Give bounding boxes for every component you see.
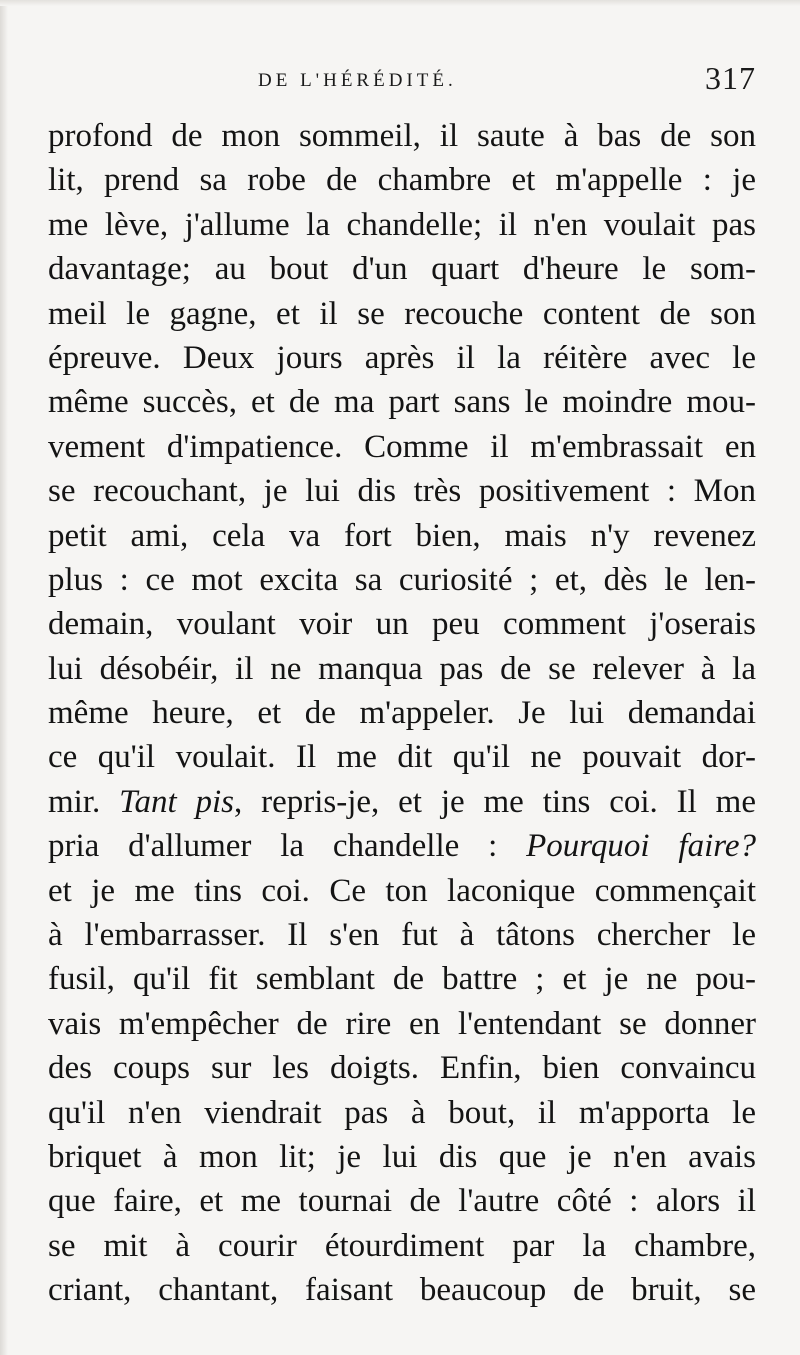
text-line: vement d'impatience. Comme il m'embrassait en [48, 428, 756, 465]
text-line: lui désobéir, il ne manqua pas de se relever à la [48, 650, 756, 687]
body-text [48, 114, 756, 1313]
text-line: ce qu'il voulait. Il me dit qu'il ne pouvait dor- [48, 739, 756, 776]
text-line: davantage; au bout d'un quart d'heure le som- [48, 251, 756, 288]
text-line: qu'il n'en viendrait pas à bout, il m'apporta le [48, 1094, 756, 1131]
text-line: me lève, j'allume la chandelle; il n'en voulait pas [48, 206, 756, 243]
text-line: criant, chantant, faisant beaucoup de bruit, se [48, 1272, 756, 1309]
text-segment: mir. [48, 783, 120, 820]
page-header [48, 58, 760, 98]
text-line: lit, prend sa robe de chambre et m'appelle : je [48, 162, 756, 199]
italic-phrase: Tant pis [119, 783, 234, 820]
text-line: meil le gagne, et il se recouche content de son [48, 295, 756, 332]
text-line: même succès, et de ma part sans le moindre mou- [48, 384, 756, 421]
text-line: fusil, qu'il fit semblant de battre ; et je ne pou- [48, 961, 756, 998]
page-number: 317 [705, 60, 756, 96]
text-line: briquet à mon lit; je lui dis que je n'en avais [48, 1138, 756, 1175]
text-segment: , repris-je, et je me tins coi. Il me [234, 783, 756, 820]
text-line: à l'embarrasser. Il s'en fut à tâtons chercher le [48, 917, 756, 954]
text-line: épreuve. Deux jours après il la réitère avec le [48, 339, 756, 376]
text-line: demain, voulant voir un peu comment j'oserais [48, 606, 756, 643]
text-line-with-italic [48, 780, 756, 824]
text-line: se recouchant, je lui dis très positivement : Mon [48, 473, 756, 510]
text-line: petit ami, cela va fort bien, mais n'y revenez [48, 517, 756, 554]
text-line: des coups sur les doigts. Enfin, bien convaincu [48, 1050, 756, 1087]
text-line-with-italic [48, 824, 756, 868]
text-segment: pria d'allumer la chandelle : [48, 828, 527, 865]
text-line: vais m'empêcher de rire en l'entendant se donner [48, 1005, 756, 1042]
text-line: profond de mon sommeil, il saute à bas de son [48, 118, 756, 154]
text-line: que faire, et me tournai de l'autre côté : alors il [48, 1183, 756, 1220]
text-line: se mit à courir étourdiment par la chambre, [48, 1227, 756, 1264]
text-line: même heure, et de m'appeler. Je lui demandai [48, 695, 756, 732]
text-line: et je me tins coi. Ce ton laconique commençait [48, 872, 756, 909]
text-line: plus : ce mot excita sa curiosité ; et, dès le len- [48, 561, 756, 598]
italic-phrase: Pourquoi faire? [526, 828, 757, 865]
running-head: DE L'HÉRÉDITÉ. [258, 70, 457, 91]
